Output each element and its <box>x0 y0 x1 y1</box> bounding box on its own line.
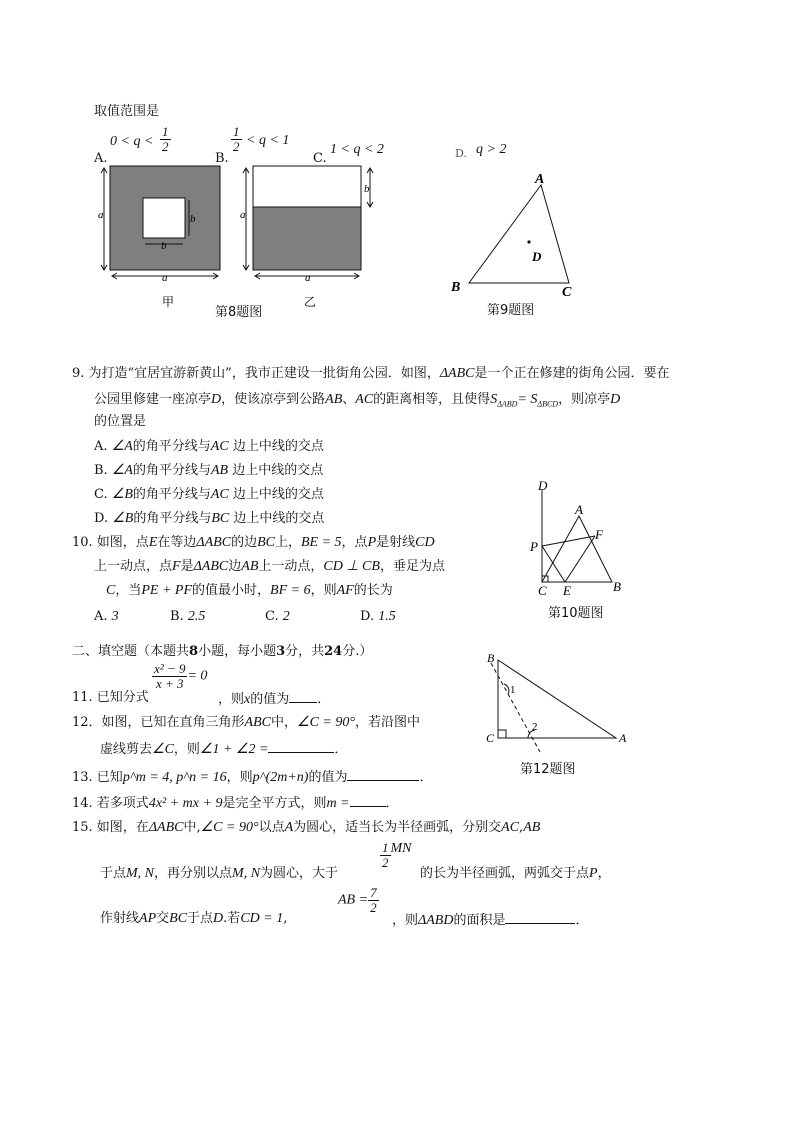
svg-text:A: A <box>575 502 583 517</box>
figure-8-right-rectangle <box>234 160 384 309</box>
q10-line-3: C，当PE + PF的值最小时，BF = 6，则AF的长为 <box>106 583 393 598</box>
q9-line-3: 的位置是 <box>94 414 147 429</box>
q10-option-c: C. 2 <box>265 609 290 624</box>
caption-jia: 甲 <box>162 295 175 309</box>
q15-line-2b: 的长为半径画弧，两弧交于点P， <box>420 866 611 881</box>
vertex-b: B <box>451 280 461 295</box>
q14-answer-blank <box>350 794 386 807</box>
svg-text:b: b <box>364 183 370 195</box>
figure-8-left-square <box>94 160 229 309</box>
q15-line-3b: ，则ΔABD的面积是 ． <box>392 913 589 928</box>
q8-option-a-fraction: $\frac{1}{2}$ <box>162 124 169 154</box>
svg-text:2: 2 <box>532 721 538 733</box>
point-d-label: D <box>532 249 542 264</box>
q9-line-2: 公园里修建一座凉亭D，使该凉亭到公路AB、AC的距离相等，且使得$S_{\Delta ABD}= S_{\Delta BCD}$，则凉亭D <box>94 392 621 409</box>
figure-10-label: 第10题图 <box>548 606 604 621</box>
triangle-abc <box>498 660 616 738</box>
label-a-bottom: a <box>162 272 168 284</box>
svg-text:C: C <box>538 583 547 598</box>
label-a-left: a <box>98 209 104 221</box>
figure-10-diagram <box>525 478 635 603</box>
angle-1-arc <box>504 684 509 694</box>
q11-fraction: $\frac{\text{x² − 9}}{x + 3}$ = 0 <box>154 661 208 691</box>
label-b-right: b <box>190 213 196 225</box>
q11-answer-blank <box>289 690 317 703</box>
figure-9-label: 第9题图 <box>487 303 535 318</box>
q8-option-b-fraction: $\frac{1}{2}$ <box>233 124 240 154</box>
q11-prefix: 11. 已知分式 <box>72 690 149 705</box>
q10-option-a: A. 3 <box>94 609 119 624</box>
figure-9-triangle <box>445 165 595 300</box>
q15-ab-fraction: AB = $\frac{7}{2}$ <box>338 885 377 915</box>
q8-option-b-math: < q < 1 <box>246 133 290 148</box>
figure-12-label: 第12题图 <box>520 762 576 777</box>
q9-option-c: C. ∠B的角平分线与AC 边上中线的交点 <box>94 487 324 502</box>
q15-line-2a: 于点M, N，再分别以点M, N为圆心，大于 <box>100 866 339 881</box>
q13-answer-blank <box>347 768 419 781</box>
svg-text:D: D <box>538 478 548 493</box>
q8-intro: 取值范围是 <box>94 104 160 119</box>
svg-text:B: B <box>613 579 621 594</box>
q8-option-a-math: 0 < q < <box>110 134 154 149</box>
svg-text:a: a <box>240 209 246 221</box>
vertex-c: C <box>562 285 572 300</box>
triangle-abc <box>469 185 569 283</box>
q13-line: 13. 已知p^m = 4, p^n = 16，则p^(2m+n)的值为 ． <box>72 770 433 785</box>
q9-line-1: 9. 为打造“宜居宜游新黄山”，我市正建设一批街角公园．如图，ΔABC是一个正在修建的街角公园．要在 <box>72 366 670 381</box>
label-b-bottom: b <box>161 240 167 252</box>
svg-text:F: F <box>595 527 603 542</box>
q10-line-1: 10. 如图，点E在等边ΔABC的边BC上，BE = 5，点P是射线CD <box>72 535 435 550</box>
q10-option-b: B. 2.5 <box>170 609 206 624</box>
right-angle-mark <box>498 730 506 738</box>
svg-text:C: C <box>486 731 495 745</box>
segment-pf <box>542 536 595 546</box>
q9-option-b: B. ∠A的角平分线与AB 边上中线的交点 <box>94 463 324 478</box>
q15-answer-blank <box>505 911 575 924</box>
q12-line-1: 12．如图，已知在直角三角形ABC中，∠C = 90°，若沿图中 <box>72 715 420 730</box>
svg-text:B: B <box>487 651 495 665</box>
q15-line-1: 15. 如图，在ΔABC中,∠C = 90°以点A为圆心，适当长为半径画弧，分别交AC,AB <box>72 820 541 835</box>
q10-line-2: 上一动点，点F是ΔABC边AB上一动点，CD ⊥ CB，垂足为点 <box>94 559 445 574</box>
svg-text:a: a <box>305 272 311 284</box>
svg-text:P: P <box>530 539 538 554</box>
svg-text:1: 1 <box>510 684 516 696</box>
small-square-hole <box>143 198 185 238</box>
svg-text:E: E <box>563 583 571 598</box>
q10-option-d: D. 1.5 <box>360 609 396 624</box>
q8-option-a-label: A. <box>94 151 108 166</box>
point-d-dot <box>527 240 530 243</box>
figure-12-right-triangle <box>482 648 632 763</box>
shaded-rectangle <box>253 207 361 270</box>
caption-yi: 乙 <box>304 295 317 309</box>
svg-text:A: A <box>619 731 627 745</box>
q14-line: 14. 若多项式4x² + mx + 9是完全平方式，则m = ． <box>72 796 399 811</box>
vertex-a: A <box>535 172 545 187</box>
q9-option-a: A. ∠A的角平分线与AC 边上中线的交点 <box>94 439 324 454</box>
q12-line-2: 虚线剪去∠C，则∠1 + ∠2 = ． <box>100 742 348 757</box>
q15-half-mn: $\frac{1}{2}$ MN <box>382 840 412 870</box>
section-2-title: 二、填空题（本题共8小题，每小题3分，共24分.） <box>72 644 373 659</box>
triangle-abc <box>542 516 612 582</box>
q12-answer-blank <box>268 740 334 753</box>
q8-option-d-math: q > 2 <box>476 142 507 157</box>
q11-line: ，则x的值为 ． <box>218 692 331 707</box>
figure-8-label: 第8题图 <box>215 305 263 320</box>
q15-line-3a: 作射线AP交BC于点D.若CD = 1, <box>100 911 288 926</box>
q8-option-d-label: D. <box>455 147 467 160</box>
segment-ef <box>565 536 595 582</box>
q9-option-d: D. ∠B的角平分线与BC 边上中线的交点 <box>94 511 325 526</box>
q8-option-c-math: 1 < q < 2 <box>330 142 384 157</box>
q8-option-b-label: B. <box>215 151 229 166</box>
q8-option-c-label: C. <box>313 151 327 166</box>
